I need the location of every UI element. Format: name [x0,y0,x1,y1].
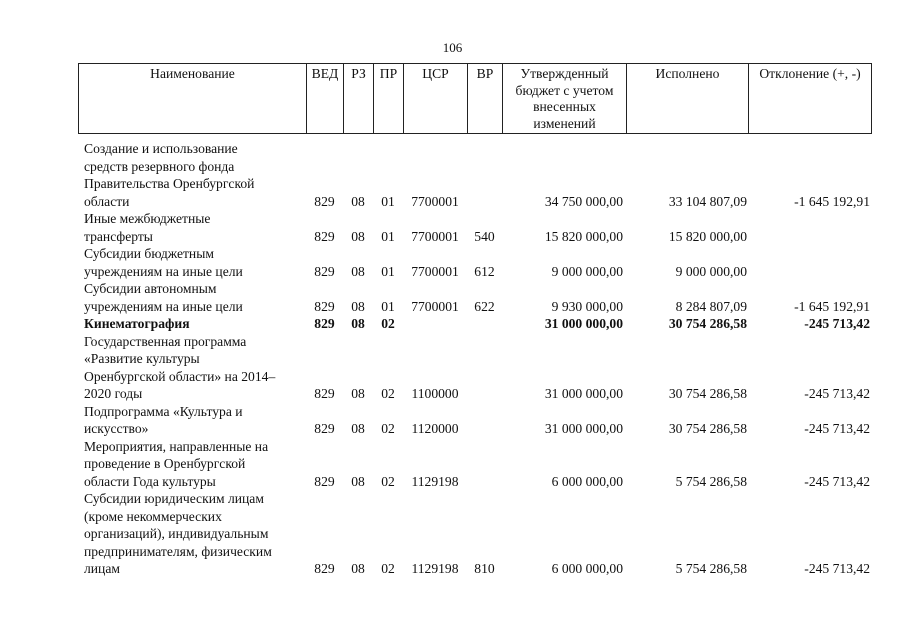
cell-done: 5 754 286,58 [675,561,747,576]
header-vr: ВР [468,64,503,134]
cell-name: Субсидии юридическим лицам (кроме некоммерческих организаций), индивидуальным предпринимателям, физическим лицам [84,491,272,576]
cell-name: Субсидии автономным учреждениям на иные цели [84,281,243,314]
header-pr: ПР [374,64,404,134]
cell-name: Мероприятия, направленные на проведение в Оренбургской области Года культуры [84,438,269,489]
cell-budget: 6 000 000,00 [551,473,623,489]
cell-pr: 02 [381,561,395,576]
cell-done: 33 104 807,09 [668,193,747,209]
cell-vr: 612 [474,263,495,279]
cell-csr: 7700001 [411,298,459,314]
cell-done: 15 820 000,00 [668,228,747,244]
cell-name: Создание и использование средств резервного фонда Правительства Оренбургской области [84,141,255,209]
header-csr: ЦСР [404,64,468,134]
cell-rz: 08 [351,298,365,314]
cell-vr: 540 [474,228,495,244]
table-body [78,140,871,578]
cell-done: 30 754 286,58 [668,421,747,436]
cell-done: 5 754 286,58 [675,473,747,489]
cell-rz: 08 [351,421,365,436]
header-name: Наименование [79,64,307,134]
cell-pr: 02 [381,473,395,489]
cell-name: Субсидии бюджетным учреждениям на иные цели [84,246,243,279]
cell-budget: 15 820 000,00 [544,228,623,244]
header-ved: ВЕД [307,64,344,134]
table-row [78,210,871,245]
cell-budget: 31 000 000,00 [544,316,623,331]
table-row [78,245,871,280]
cell-rz: 08 [351,316,365,331]
cell-deviation: -245 713,42 [804,561,870,576]
cell-pr: 01 [381,228,395,244]
cell-rz: 08 [351,473,365,489]
table-row [78,140,871,210]
cell-ved: 829 [314,298,335,314]
cell-budget: 9 000 000,00 [551,263,623,279]
cell-csr: 7700001 [411,193,459,209]
cell-ved: 829 [314,421,335,436]
table-row [78,333,871,403]
cell-csr: 1120000 [411,421,459,436]
cell-rz: 08 [351,561,365,576]
cell-ved: 829 [314,263,335,279]
cell-deviation: -245 713,42 [804,421,870,436]
cell-name: Иные межбюджетные трансферты [84,211,211,244]
cell-pr: 02 [381,316,395,331]
cell-budget: 6 000 000,00 [551,561,623,576]
cell-rz: 08 [351,386,365,401]
cell-deviation: -1 645 192,91 [794,298,870,314]
cell-ved: 829 [314,561,335,576]
cell-budget: 34 750 000,00 [544,193,623,209]
cell-deviation: -1 645 192,91 [794,193,870,209]
cell-rz: 08 [351,193,365,209]
table-row [78,438,871,491]
table-row [78,280,871,315]
cell-deviation: -245 713,42 [804,316,870,331]
table-row [78,315,871,333]
cell-ved: 829 [314,386,335,401]
cell-ved: 829 [314,316,335,331]
cell-budget: 31 000 000,00 [544,421,623,436]
cell-ved: 829 [314,473,335,489]
cell-rz: 08 [351,263,365,279]
cell-deviation: -245 713,42 [804,386,870,401]
cell-csr: 1129198 [411,561,459,576]
cell-csr: 7700001 [411,228,459,244]
header-budget: Утвержденный бюджет с учетом внесенных изменений [503,64,627,134]
header-rz: РЗ [344,64,374,134]
cell-ved: 829 [314,193,335,209]
cell-pr: 02 [381,386,395,401]
cell-done: 30 754 286,58 [668,386,747,401]
cell-csr: 1100000 [411,386,459,401]
table-row [78,490,871,578]
cell-name: Государственная программа «Развитие культуры Оренбургской области» на 2014– 2020 годы [84,333,276,401]
cell-vr: 810 [474,561,495,576]
cell-csr: 7700001 [411,263,459,279]
cell-done: 30 754 286,58 [668,316,747,331]
cell-budget: 31 000 000,00 [544,386,623,401]
cell-vr: 622 [474,298,495,314]
cell-rz: 08 [351,228,365,244]
page-number: 106 [442,40,463,55]
cell-name: Кинематография [84,316,190,331]
cell-deviation: -245 713,42 [804,473,870,489]
cell-name: Подпрограмма «Культура и искусство» [84,403,243,436]
header-deviation: Отклонение (+, -) [749,64,872,134]
cell-ved: 829 [314,228,335,244]
cell-pr: 02 [381,421,395,436]
cell-done: 9 000 000,00 [675,263,747,279]
cell-done: 8 284 807,09 [675,298,747,314]
cell-pr: 01 [381,193,395,209]
table-header [78,63,872,134]
cell-pr: 01 [381,263,395,279]
cell-budget: 9 930 000,00 [551,298,623,314]
table-row [78,403,871,438]
cell-pr: 01 [381,298,395,314]
cell-csr: 1129198 [411,473,459,489]
header-done: Исполнено [627,64,749,134]
